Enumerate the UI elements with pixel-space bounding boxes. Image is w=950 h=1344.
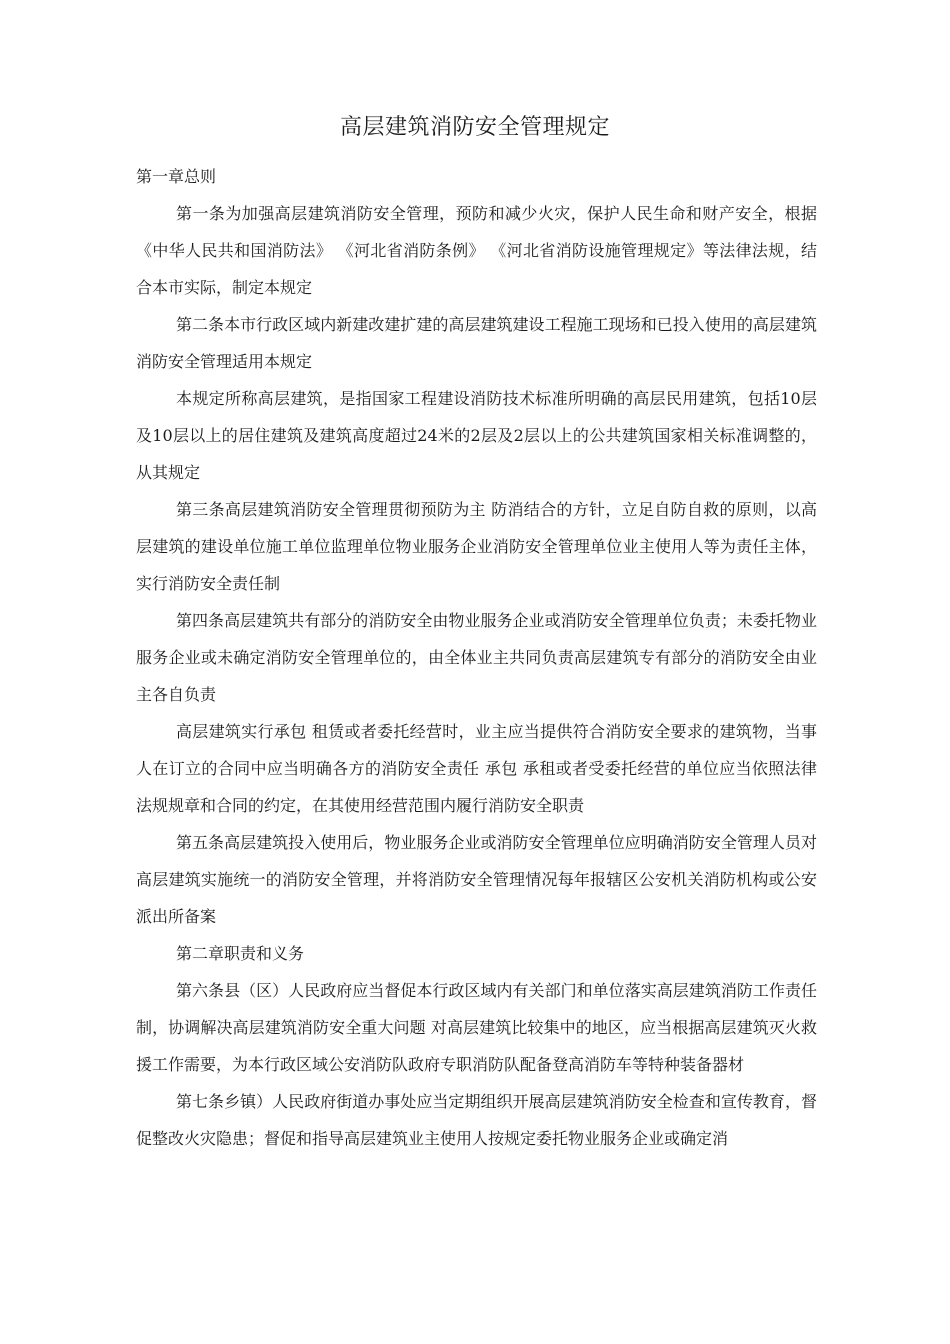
high-rise-definition-paragraph: 本规定所称高层建筑，是指国家工程建设消防技术标准所明确的高层民用建筑，包括10层及10层以上的居住建筑及建筑高度超过24米的2层及2层以上的公共建筑国家相关标准调整的，从其规定 (136, 389, 817, 482)
chapter-heading-2: 第二章职责和义务 (176, 944, 305, 963)
article-3-paragraph: 第三条高层建筑消防安全管理贯彻预防为主 防消结合的方针，立足自防自救的原则，以高层建筑的建设单位施工单位监理单位物业服务企业消防安全管理单位业主使用人等为责任主体，实行消防安全责任制 (136, 500, 817, 593)
article-4-paragraph: 第四条高层建筑共有部分的消防安全由物业服务企业或消防安全管理单位负责；未委托物业服务企业或未确定消防安全管理单位的，由全体业主共同负责高层建筑专有部分的消防安全由业主各自负责 (136, 611, 817, 704)
document-body (136, 158, 817, 1157)
chapter-heading-1: 第一章总则 (136, 167, 217, 186)
article-6-paragraph: 第六条县（区）人民政府应当督促本行政区域内有关部门和单位落实高层建筑消防工作责任制，协调解决高层建筑消防安全重大问题 对高层建筑比较集中的地区，应当根据高层建筑灭火救援工作需要，为本行政区域公安消防队政府专职消防队配备登高消防车等特种装备器材 (136, 981, 817, 1074)
article-2-paragraph: 第二条本市行政区域内新建改建扩建的高层建筑建设工程施工现场和已投入使用的高层建筑消防安全管理适用本规定 (136, 315, 817, 371)
article-1-paragraph: 第一条为加强高层建筑消防安全管理，预防和减少火灾，保护人民生命和财产安全，根据《中华人民共和国消防法》 《河北省消防条例》 《河北省消防设施管理规定》等法律法规，结合本市实际，制定本规定 (136, 204, 817, 297)
article-7-paragraph: 第七条乡镇）人民政府街道办事处应当定期组织开展高层建筑消防安全检查和宣传教育，督促整改火灾隐患；督促和指导高层建筑业主使用人按规定委托物业服务企业或确定消 (136, 1092, 817, 1148)
document-title: 高层建筑消防安全管理规定 (339, 115, 610, 140)
leasing-responsibility-paragraph: 高层建筑实行承包 租赁或者委托经营时，业主应当提供符合消防安全要求的建筑物，当事人在订立的合同中应当明确各方的消防安全责任 承包 承租或者受委托经营的单位应当依照法律法规规章和合同的约定，在其使用经营范围内履行消防安全职责 (136, 722, 817, 815)
article-5-paragraph: 第五条高层建筑投入使用后，物业服务企业或消防安全管理单位应明确消防安全管理人员对高层建筑实施统一的消防安全管理，并将消防安全管理情况每年报辖区公安机关消防机构或公安派出所备案 (136, 833, 817, 926)
